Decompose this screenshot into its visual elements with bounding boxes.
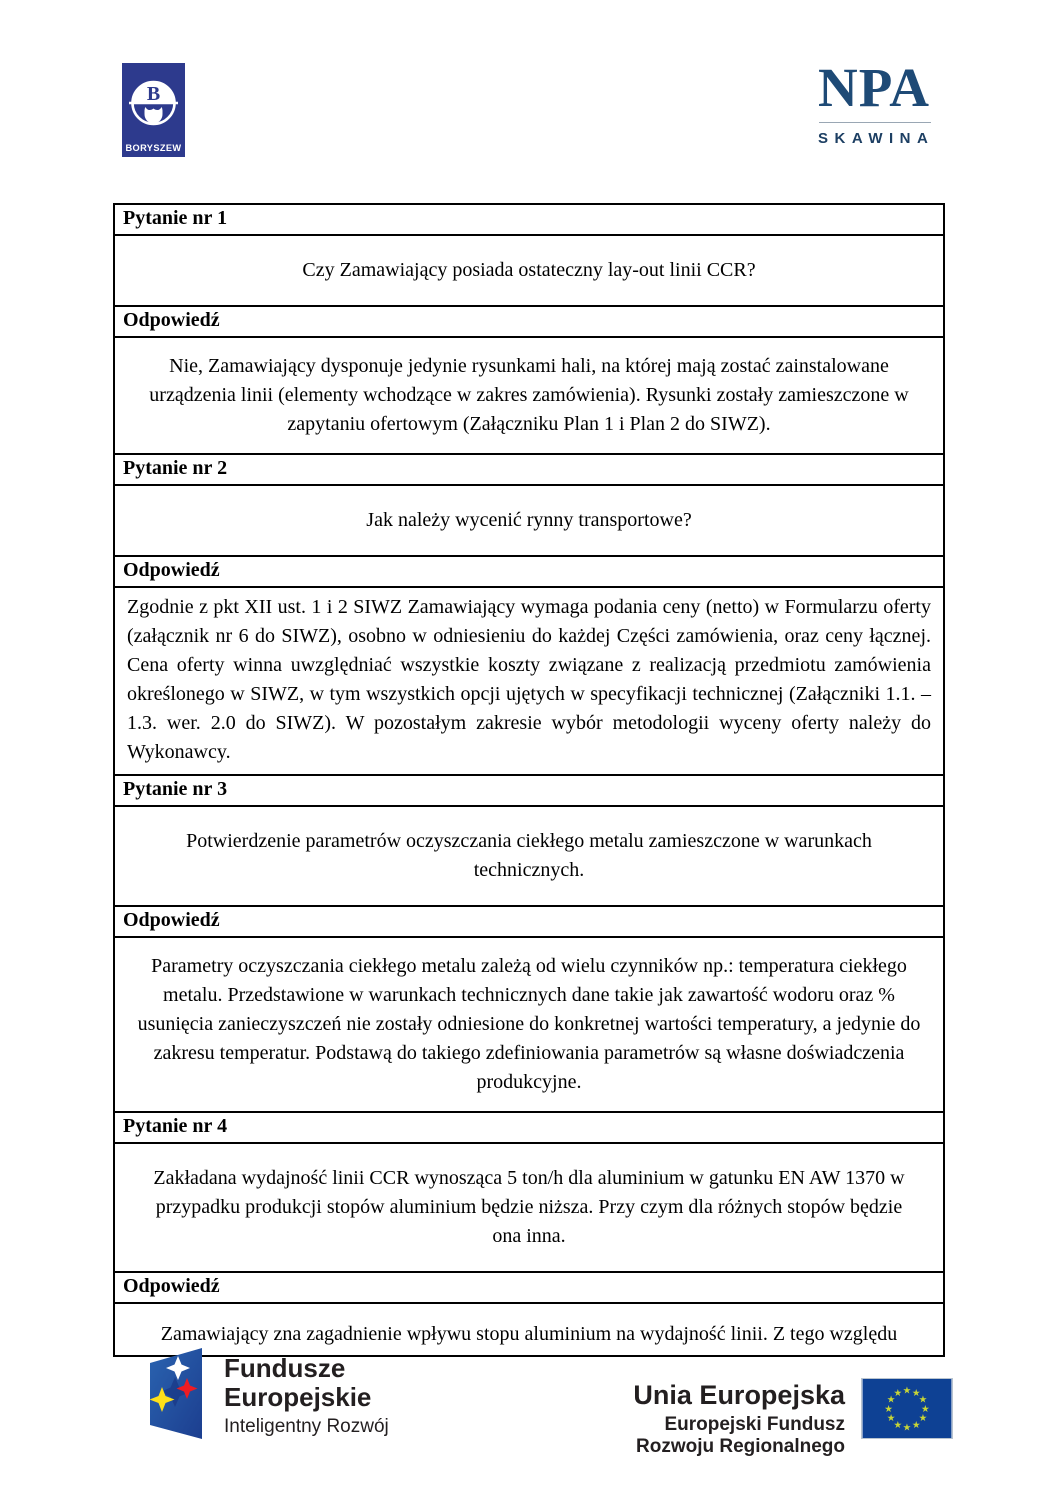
npa-wordmark: NPA (818, 57, 930, 118)
ue-subtitle-line1: Europejski Fundusz (664, 1414, 845, 1436)
answer-1-label: Odpowiedź (115, 307, 943, 338)
fe-subtitle: Inteligentny Rozwój (224, 1416, 389, 1438)
eu-star-icon: ★ (921, 1403, 930, 1415)
answer-2-text: Zgodnie z pkt XII ust. 1 i 2 SIWZ Zamawiający wymaga podania ceny (netto) w Formularzu oferty (załącznik nr 6 do SIWZ), osobno w odniesieniu do każdej Części zamówienia, oraz ceny łącznej. Cena oferty winna uwzględniać wszystkie koszty związane z realizacją przedmiotu zamówienia określonego w SIWZ, w tym wszystkich opcji ujętych w specyfikacji technicznej (Załączniki 1.1. – 1.3. wer. 2.0 do SIWZ). W pozostałym zakresie wybór metodologii wyceny oferty należy do Wykonawcy. (115, 588, 943, 776)
eu-star-icon: ★ (884, 1403, 893, 1415)
npa-subtitle: SKAWINA (818, 130, 935, 147)
eu-star-icon: ★ (893, 1387, 903, 1399)
eu-star-icon: ★ (902, 1385, 912, 1397)
ue-text-block (633, 1378, 845, 1459)
answer-3-text: Parametry oczyszczania ciekłego metalu zależą od wielu czynników np.: temperatura ciekłego metalu. Przedstawione w warunkach technicznych dane takie jak zawartość wodoru oraz % usunięcia zanieczyszczeń nie zostały odniesione do konkretnej wartości temperatury, a jedynie do zakresu temperatur. Podstawą do takiego zdefiniowania parametrów są własne doświadczenia produkcyjne. (115, 938, 943, 1113)
fe-text-block (224, 1346, 389, 1438)
question-3-label: Pytanie nr 3 (115, 776, 943, 807)
boryszew-logo-icon (122, 63, 185, 157)
unia-europejska-logo (633, 1378, 953, 1459)
eu-star-icon: ★ (918, 1413, 928, 1425)
eu-star-icon: ★ (911, 1419, 921, 1431)
fe-title-line1: Fundusze (224, 1353, 346, 1383)
question-3-text: Potwierdzenie parametrów oczyszczania ciekłego metalu zamieszczone w warunkach technicznych. (115, 807, 943, 907)
question-1-label: Pytanie nr 1 (115, 205, 943, 236)
eu-star-icon: ★ (902, 1422, 912, 1434)
npa-skawina-logo (818, 57, 935, 147)
eu-star-icon: ★ (886, 1394, 896, 1406)
boryszew-wordmark: BORYSZEW (125, 143, 182, 153)
ue-subtitle-line2: Rozwoju Regionalnego (636, 1436, 845, 1458)
qa-table (113, 203, 945, 1357)
fe-flag-icon (140, 1346, 206, 1442)
answer-4-text: Zamawiający zna zagadnienie wpływu stopu aluminium na wydajność linii. Z tego względu (160, 1323, 898, 1345)
answer-1-text: Nie, Zamawiający dysponuje jedynie rysunkami hali, na której mają zostać zainstalowane urządzenia linii (elementy wchodzące w zakres zamówienia). Rysunki zostały zamieszczone w zapytaniu ofertowym (Załączniku Plan 1 i Plan 2 do SIWZ). (115, 338, 943, 455)
question-2-text: Jak należy wycenić rynny transportowe? (115, 486, 943, 557)
npa-divider-line (819, 122, 931, 123)
question-1-text: Czy Zamawiający posiada ostateczny lay-out linii CCR? (115, 236, 943, 307)
eu-star-icon: ★ (918, 1394, 928, 1406)
answer-4-label: Odpowiedź (115, 1273, 943, 1304)
eu-star-icon: ★ (893, 1419, 903, 1431)
answer-3-label: Odpowiedź (115, 907, 943, 938)
ue-title: Unia Europejska (633, 1380, 845, 1410)
question-2-label: Pytanie nr 2 (115, 455, 943, 486)
eu-flag-icon (861, 1378, 953, 1439)
fundusze-europejskie-logo (140, 1346, 389, 1442)
answer-2-label: Odpowiedź (115, 557, 943, 588)
eu-star-icon: ★ (886, 1413, 896, 1425)
question-4-text: Zakładana wydajność linii CCR wynosząca 5 ton/h dla aluminium w gatunku EN AW 1370 w przypadku produkcji stopów aluminium będzie niższa. Przy czym dla różnych stopów będzie ona inna. (115, 1144, 943, 1273)
boryszew-logo (122, 63, 185, 162)
fe-title-line2: Europejskie (224, 1381, 372, 1412)
eu-star-icon: ★ (911, 1387, 921, 1399)
question-4-label: Pytanie nr 4 (115, 1113, 943, 1144)
boryszew-monogram: B (146, 83, 161, 105)
